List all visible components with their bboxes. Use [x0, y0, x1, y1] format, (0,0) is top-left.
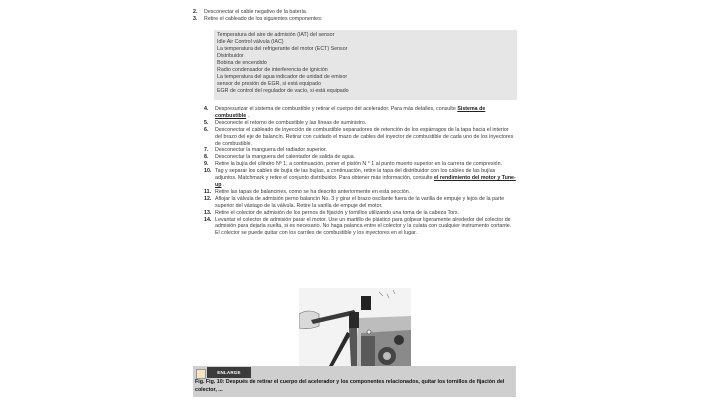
step-item: [204, 168, 517, 189]
step-number: 12.: [204, 195, 212, 202]
step-item: [204, 210, 517, 217]
steps-top: [193, 9, 519, 23]
step-text: Despresurizar el sistema de combustible y retirar el cuerpo del acelerador. Para más detalles, consulte: [215, 106, 458, 112]
step-text: Retire el colector de admisión de los pernos de fijación y tornillos utilizando una toma de la cabeza Torx.: [215, 209, 459, 216]
component-item: Bobina de encendido: [217, 60, 267, 67]
step-text: Retire el cableado de los siguientes componentes:: [204, 15, 323, 22]
component-item: Radio condensador de interferencia de ignición: [217, 67, 328, 74]
step-text: Desconectar el cable negativo de la batería.: [204, 9, 308, 15]
step-item: [204, 161, 517, 168]
components-list-box: [214, 30, 517, 100]
step-number: 10.: [204, 168, 212, 175]
step-item: [193, 16, 519, 23]
step-number: 3.: [193, 15, 198, 22]
step-item: [204, 217, 517, 238]
figure-caption: Fig. Fig. 10: Después de retirar el cuerpo del acelerador y los componentes relacionados, quitar los tornillos de fijación del colector, ...: [195, 379, 505, 393]
step-item: [204, 120, 517, 127]
step-item: [193, 9, 519, 16]
step-number: 14.: [204, 216, 212, 223]
enlarge-button[interactable]: ENLARGE: [207, 367, 251, 378]
step-text: Desconectar la manguera del radiador superior.: [215, 147, 327, 154]
steps-bottom: [204, 106, 517, 237]
step-item: [204, 147, 517, 154]
fuel-system-link[interactable]: Sistema de combustible: [215, 106, 486, 119]
component-item: La temperatura del refrigerante del motor (ECT) Sensor: [217, 46, 348, 53]
figure-photo[interactable]: [299, 288, 411, 366]
step-text: Desconecte el retorno de combustible y las líneas de suministro.: [215, 119, 367, 126]
step-number: 8.: [204, 154, 209, 161]
step-text: Retire la bujía del cilindro Nº 1, a continuación, poner el pistón N ° 1 al punto muerto superior en la carrera de compresión.: [215, 161, 503, 168]
engine-tune-up-link[interactable]: el rendimiento del motor y Tune-up: [215, 175, 516, 188]
step-number: 11.: [204, 188, 212, 195]
step-number: 2.: [193, 9, 198, 15]
component-item: sensor de presión de EGR, si está equipado: [217, 81, 321, 88]
component-item: Temperatura del aire de admisión (IAT) del sensor: [217, 32, 335, 38]
component-item: Idle Air Control válvula (IAC): [217, 39, 284, 46]
step-number: 9.: [204, 161, 209, 168]
step-text: Desconectar la manguera del calentador de salida de agua.: [215, 154, 356, 161]
component-item: EGR de control del regulador de vacío, si está equipado: [217, 88, 349, 95]
step-number: 6.: [204, 126, 209, 133]
engine-photo-illustration: [299, 288, 411, 366]
step-number: 13.: [204, 209, 212, 216]
step-number: 4.: [204, 106, 209, 112]
step-text: Desconectar el cableado de inyección de combustible separadores de retención de los espárragos de la tapa hacia el interior del brazo del eje de balancín. Retirar con cuidado el mazo de cables del inyector de combustible de cada uno de los inyectores de combustible.: [215, 126, 514, 147]
step-text-after: .: [246, 112, 250, 119]
step-text: Levantar el colector de admisión parar el motor. Use un martillo de plástico para golpear ligeramente alrededor del colector de admisión para dejarla suelta, si es necesario. No haga palanca entre el colector y la culata con cualquier instrumento cortante. El colector se puede quitar con los carriles de combustible y los inyectores en el lugar.: [215, 216, 512, 237]
step-text: Aflojar la válvula de admisión perno balancín No. 3 y girar el brazo oscilante fuera de la varilla de empuje y lejos de la parte superior del vástago de la válvula. Retire la varilla de empuje del motor.: [215, 195, 505, 209]
step-item: [204, 106, 517, 120]
step-text-after: .: [221, 181, 225, 188]
step-item: [204, 127, 517, 148]
step-number: 5.: [204, 119, 209, 126]
step-item: [204, 154, 517, 161]
step-item: [204, 189, 517, 196]
step-number: 7.: [204, 147, 209, 154]
figure-caption-bar: [193, 366, 516, 397]
component-item: Distribuidor: [217, 53, 244, 60]
component-item: La temperatura del agua indicador de unidad de emisor: [217, 74, 348, 81]
step-text: Tag y separar los cables de bujía de las bujías, a continuación, retire la tapa del distribuidor con los cables de las bujías adjuntos. Matchmark y retire el conjunto distribuidor. Para obtener más información, consulte: [215, 168, 496, 182]
step-item: [204, 196, 517, 210]
enlarge-page-icon[interactable]: [196, 369, 206, 379]
step-text: Retire las tapas de balancines, como se ha descrito anteriormente en esta sección.: [215, 188, 411, 195]
